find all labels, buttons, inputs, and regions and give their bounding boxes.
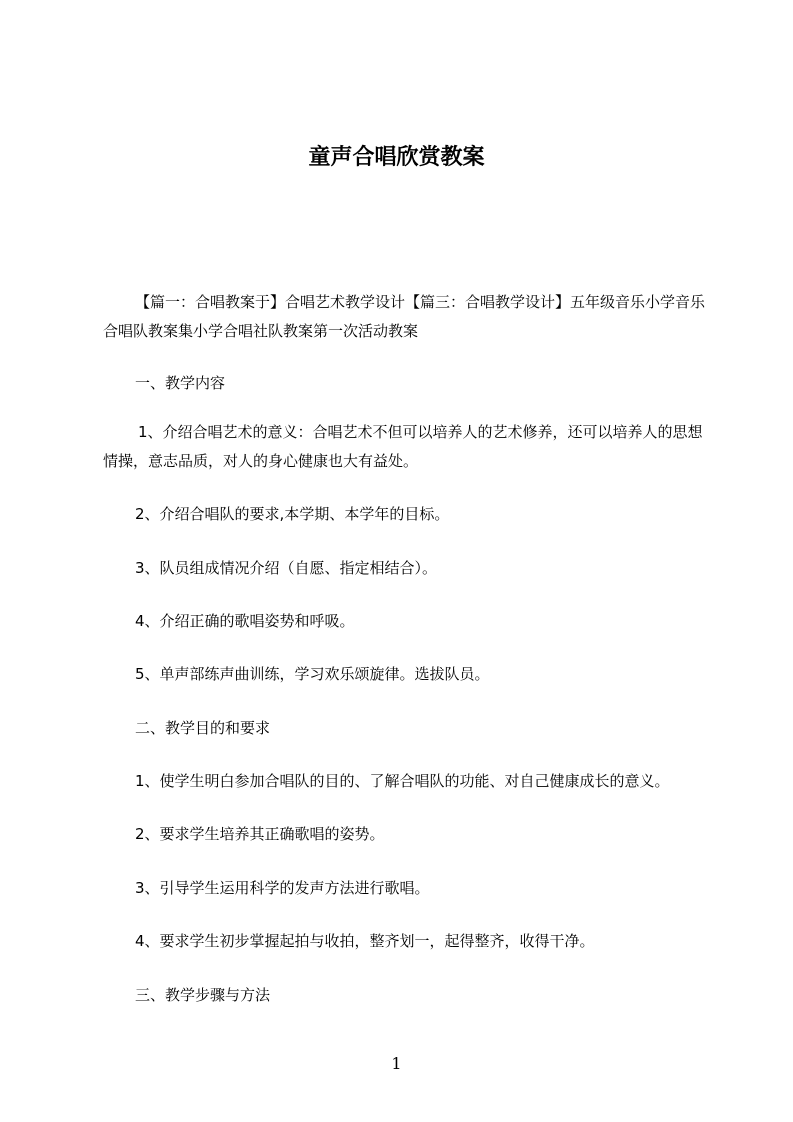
section-heading: 二、教学目的和要求 — [135, 719, 271, 737]
list-item: 3、队员组成情况介绍（自愿、指定相结合）。 — [135, 559, 438, 577]
list-item: 4、介绍正确的歌唱姿势和呼吸。 — [135, 612, 355, 630]
section-heading: 一、教学内容 — [135, 374, 226, 392]
list-item: 2、要求学生培养其正确歌唱的姿势。 — [135, 825, 385, 843]
list-item: 3、引导学生运用科学的发声方法进行歌唱。 — [135, 879, 430, 897]
list-item: 4、要求学生初步掌握起拍与收拍，整齐划一，起得整齐，收得干净。 — [135, 932, 595, 950]
section-heading: 三、教学步骤与方法 — [135, 986, 271, 1004]
list-item: 1、介绍合唱艺术的意义：合唱艺术不但可以培养人的艺术修养，还可以培养人的思想情操，意志品质，对人的身心健康也大有益处。 — [103, 423, 703, 470]
page-number: 1 — [391, 1054, 402, 1073]
list-item: 5、单声部练声曲训练，学习欢乐颂旋律。选拔队员。 — [135, 665, 490, 683]
list-item: 2、介绍合唱队的要求,本学期、本学年的目标。 — [135, 505, 450, 523]
document-title: 童声合唱欣赏教案 — [308, 145, 485, 170]
intro-paragraph: 【篇一：合唱教案于】合唱艺术教学设计【篇三：合唱教学设计】五年级音乐小学音乐合唱队教案集小学合唱社队教案第一次活动教案 — [103, 293, 706, 340]
list-item: 1、使学生明白参加合唱队的目的、了解合唱队的功能、对自己健康成长的意义。 — [135, 772, 670, 790]
